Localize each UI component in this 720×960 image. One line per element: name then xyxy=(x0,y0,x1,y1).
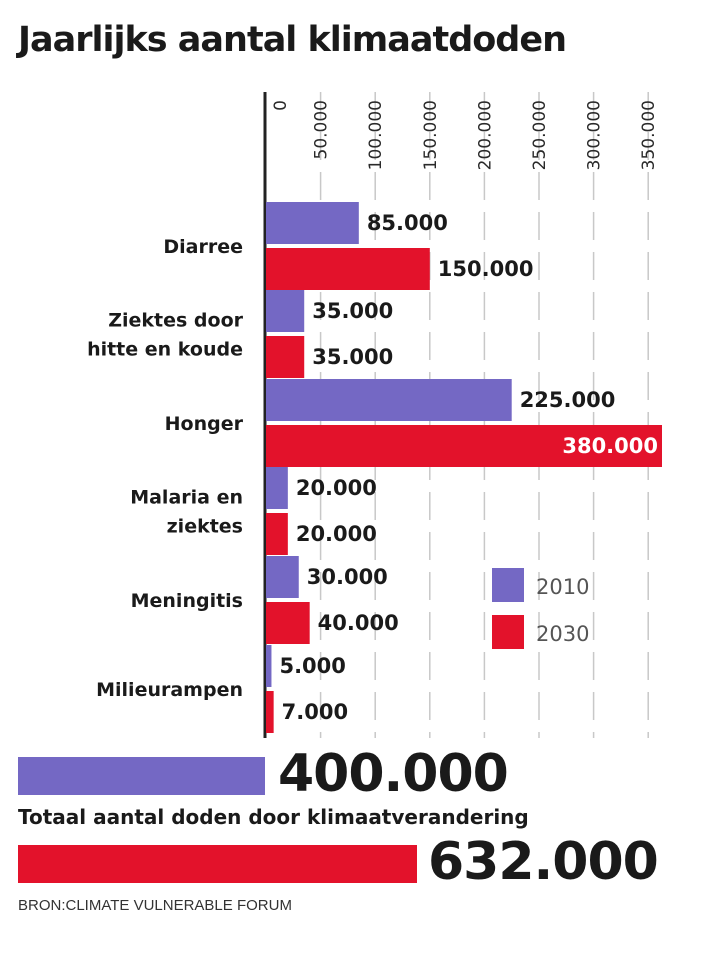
bar-2030 xyxy=(266,602,310,644)
bar-2010 xyxy=(266,379,512,421)
data-label: 35.000 xyxy=(312,345,394,369)
category-label: ziektes xyxy=(166,515,243,538)
data-label: 150.000 xyxy=(437,257,534,281)
data-label: 380.000 xyxy=(562,434,658,458)
bar-2030 xyxy=(266,336,304,378)
tick-label: 300.000 xyxy=(584,100,605,171)
bar-2010 xyxy=(266,290,304,332)
data-label: 20.000 xyxy=(295,522,377,546)
data-label: 85.000 xyxy=(366,211,448,235)
bar-2010 xyxy=(266,645,271,687)
bar-2030 xyxy=(266,513,288,555)
total-value-2030: 632.000 xyxy=(428,832,658,892)
total-caption: Totaal aantal doden door klimaatverandering xyxy=(18,805,529,829)
total-value-2010: 400.000 xyxy=(278,744,508,804)
source-note: BRON:CLIMATE VULNERABLE FORUM xyxy=(18,897,292,914)
bar-2030 xyxy=(266,691,274,733)
data-label: 30.000 xyxy=(306,565,388,589)
data-label: 5.000 xyxy=(279,654,346,678)
category-label: Malaria en xyxy=(130,486,243,509)
tick-label: 250.000 xyxy=(530,100,550,171)
tick-label: 200.000 xyxy=(475,100,496,171)
tick-label: 150.000 xyxy=(420,100,441,171)
legend-label-2010: 2010 xyxy=(536,575,590,599)
data-label: 20.000 xyxy=(295,476,377,500)
tick-label: 50.000 xyxy=(311,100,332,160)
total-bar-2030 xyxy=(18,845,417,883)
category-label: hitte en koude xyxy=(87,338,243,361)
legend-swatch-2010 xyxy=(492,568,524,602)
category-label: Meningitis xyxy=(130,590,243,612)
tick-label: 100.000 xyxy=(366,100,387,171)
bar-2030 xyxy=(266,248,430,290)
data-label: 225.000 xyxy=(519,388,616,412)
chart-title: Jaarlijks aantal klimaatdoden xyxy=(18,20,567,60)
total-bar-2010 xyxy=(18,757,265,795)
bar-2010 xyxy=(266,556,299,598)
tick-label: 350.000 xyxy=(639,100,660,171)
legend-swatch-2030 xyxy=(492,615,524,649)
tick-label: 0 xyxy=(271,100,291,111)
bar-2010 xyxy=(266,202,359,244)
category-label: Honger xyxy=(164,413,243,435)
data-label: 35.000 xyxy=(312,299,394,323)
data-label: 40.000 xyxy=(317,611,399,635)
category-label: Ziektes door xyxy=(108,309,243,332)
category-label: Diarree xyxy=(163,236,243,258)
bar-2010 xyxy=(266,467,288,509)
legend-label-2030: 2030 xyxy=(536,622,590,646)
data-label: 7.000 xyxy=(281,700,349,724)
category-label: Milieurampen xyxy=(96,679,243,701)
